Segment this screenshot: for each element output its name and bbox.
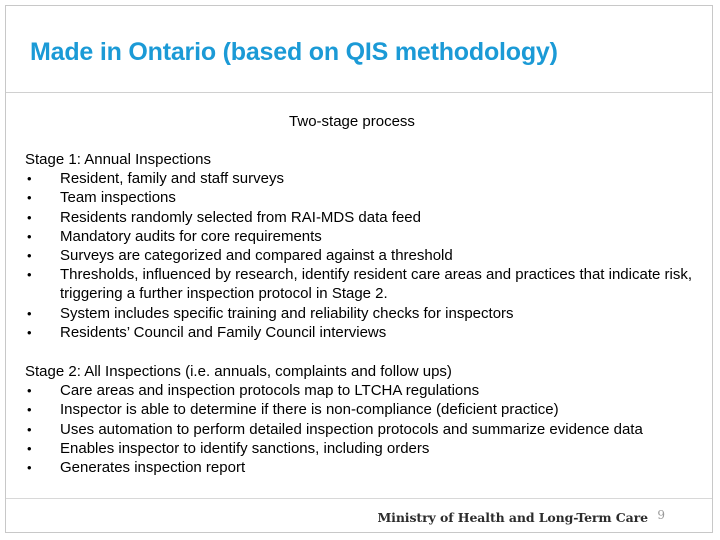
bullet-text: Thresholds, influenced by research, identify resident care areas and practices that indicate risk, triggering a further inspection protocol in Stage 2.: [60, 266, 692, 303]
bullet-text: Team inspections: [60, 189, 176, 207]
bullet-item: [25, 188, 695, 207]
bullet-text: Surveys are categorized and compared against a threshold: [60, 247, 453, 265]
bullet-marker: •: [27, 190, 32, 206]
bullet-item: [25, 323, 695, 342]
bullet-item: [25, 246, 695, 265]
bullet-marker: •: [27, 248, 32, 264]
title-divider: [6, 92, 712, 93]
bullet-item: [25, 265, 695, 303]
bullet-item: [25, 381, 695, 400]
stage2-heading: Stage 2: All Inspections (i.e. annuals, complaints and follow ups): [25, 363, 452, 380]
bullet-marker: •: [27, 209, 32, 225]
bullet-marker: •: [27, 440, 32, 456]
bullet-marker: •: [27, 460, 32, 476]
bullet-item: [25, 169, 695, 188]
bullet-text: Enables inspector to identify sanctions, including orders: [60, 439, 430, 457]
bullet-marker: •: [27, 324, 32, 340]
bullet-item: [25, 227, 695, 246]
stage1-bullet-list: [25, 169, 695, 342]
bullet-text: Uses automation to perform detailed inspection protocols and summarize evidence data: [60, 420, 643, 438]
bullet-text: Residents randomly selected from RAI-MDS data feed: [60, 208, 421, 226]
stage2-section: [25, 362, 695, 477]
bullet-marker: •: [27, 402, 32, 418]
bullet-text: Residents’ Council and Family Council interviews: [60, 323, 387, 341]
bullet-marker: •: [27, 171, 32, 187]
bullet-marker: •: [27, 228, 32, 244]
bullet-text: Care areas and inspection protocols map to LTCHA regulations: [60, 382, 480, 400]
bullet-item: [25, 208, 695, 227]
bullet-item: [25, 420, 695, 439]
bullet-marker: •: [27, 267, 32, 283]
bullet-item: [25, 439, 695, 458]
slide-title: Made in Ontario (based on QIS methodology): [30, 38, 558, 66]
bullet-text: Inspector is able to determine if there is non-compliance (deficient practice): [60, 401, 559, 419]
footer-divider: [6, 498, 712, 499]
page-number: 9: [657, 508, 665, 522]
bullet-text: Resident, family and staff surveys: [60, 170, 284, 188]
bullet-marker: •: [27, 305, 32, 321]
slide-subtitle: Two-stage process: [289, 113, 415, 130]
stage1-heading: Stage 1: Annual Inspections: [25, 151, 211, 168]
ministry-footer-label: Ministry of Health and Long-Term Care: [377, 510, 648, 525]
stage1-section: [25, 150, 695, 342]
bullet-item: [25, 304, 695, 323]
bullet-text: System includes specific training and reliability checks for inspectors: [60, 304, 514, 322]
stage2-bullet-list: [25, 381, 695, 477]
bullet-marker: •: [27, 421, 32, 437]
bullet-item: [25, 400, 695, 419]
bullet-item: [25, 458, 695, 477]
bullet-marker: •: [27, 383, 32, 399]
bullet-text: Generates inspection report: [60, 459, 246, 477]
bullet-text: Mandatory audits for core requirements: [60, 227, 322, 245]
